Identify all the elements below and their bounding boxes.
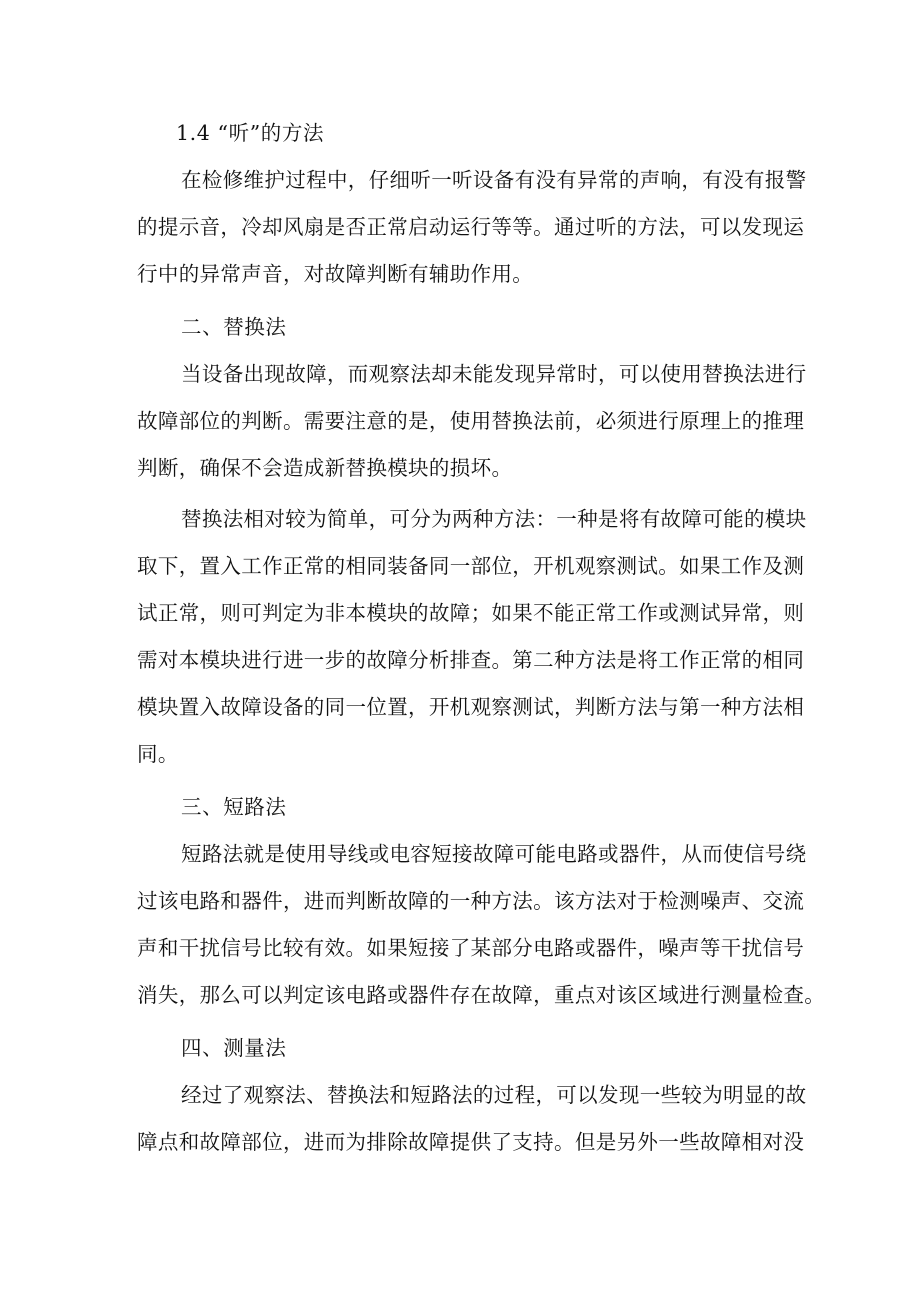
paragraph-line: 模块置入故障设备的同一位置，开机观察测试，判断方法与第一种方法相	[137, 695, 805, 719]
section-heading: 二、替换法	[181, 315, 287, 339]
paragraph-line: 的提示音，冷却风扇是否正常启动运行等等。通过听的方法，可以发现运	[137, 215, 805, 239]
paragraph-line: 取下，置入工作正常的相同装备同一部位，开机观察测试。如果工作及测	[137, 554, 805, 578]
paragraph-line: 声和干扰信号比较有效。如果短接了某部分电路或器件，噪声等干扰信号	[137, 936, 805, 960]
paragraph-line: 判断，确保不会造成新替换模块的损坏。	[137, 456, 513, 480]
paragraph-line: 经过了观察法、替换法和短路法的过程，可以发现一些较为明显的故	[181, 1083, 807, 1107]
paragraph-line: 同。	[137, 742, 179, 766]
paragraph-line: 障点和故障部位，进而为排除故障提供了支持。但是另外一些故障相对没	[137, 1130, 805, 1154]
paragraph-line: 消失，那么可以判定该电路或器件存在故障，重点对该区域进行测量检查。	[137, 983, 826, 1007]
section-heading: 四、测量法	[181, 1036, 287, 1060]
paragraph-line: 故障部位的判断。需要注意的是，使用替换法前，必须进行原理上的推理	[137, 409, 805, 433]
paragraph-line: 短路法就是使用导线或电容短接故障可能电路或器件，从而使信号绕	[181, 842, 807, 866]
paragraph-line: 行中的异常声音，对故障判断有辅助作用。	[137, 262, 534, 286]
paragraph-line: 需对本模块进行进一步的故障分析排查。第二种方法是将工作正常的相同	[137, 648, 805, 672]
section-heading: 三、短路法	[181, 795, 287, 819]
paragraph-line: 替换法相对较为简单，可分为两种方法：一种是将有故障可能的模块	[181, 507, 807, 531]
paragraph-line: 过该电路和器件，进而判断故障的一种方法。该方法对于检测噪声、交流	[137, 889, 805, 913]
paragraph-line: 当设备出现故障，而观察法却未能发现异常时，可以使用替换法进行	[181, 362, 807, 386]
section-heading: 1.4 “听”的方法	[176, 121, 325, 145]
paragraph-line: 在检修维护过程中，仔细听一听设备有没有异常的声响，有没有报警	[181, 168, 807, 192]
paragraph-line: 试正常，则可判定为非本模块的故障；如果不能正常工作或测试异常，则	[137, 601, 805, 625]
